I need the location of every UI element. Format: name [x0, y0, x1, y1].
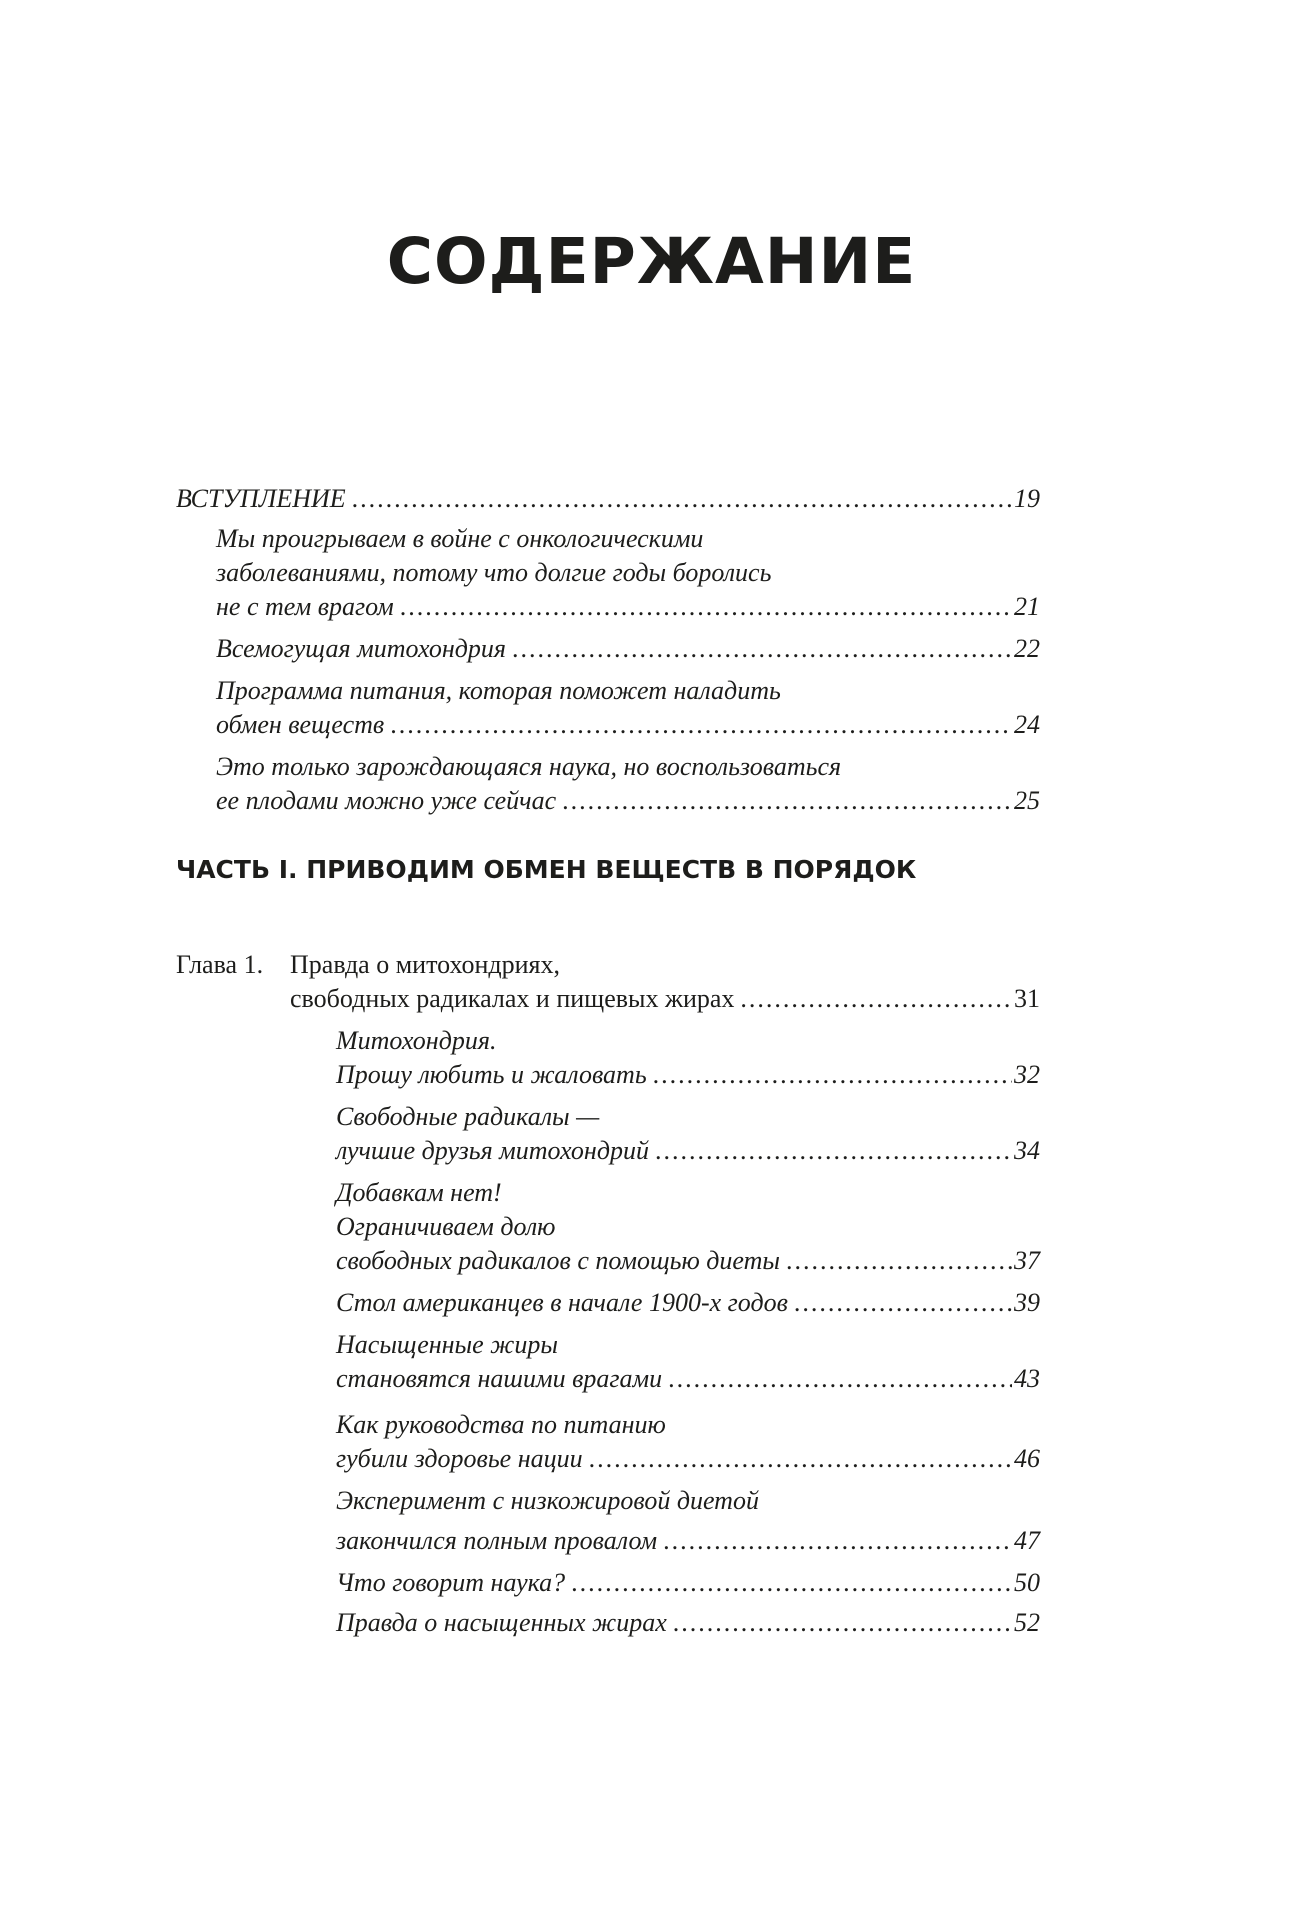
dot-leader: [653, 1062, 1012, 1088]
toc-entry-label: не с тем врагом: [216, 592, 394, 621]
dot-leader: [562, 788, 1012, 814]
dot-leader: [655, 1138, 1012, 1164]
toc-entry: [336, 1290, 1040, 1316]
toc-entry: [336, 1570, 1040, 1596]
page-number: 25: [1014, 786, 1040, 815]
toc-entry-label: Прошу любить и жаловать: [336, 1060, 647, 1089]
dot-leader: [786, 1248, 1012, 1274]
toc-entry-label: становятся нашими врагами: [336, 1364, 663, 1393]
toc-entry-label: Правда о насыщенных жирах: [336, 1608, 667, 1637]
page-number: 50: [1014, 1568, 1040, 1597]
dot-leader: [352, 486, 1012, 512]
page-number: 32: [1014, 1060, 1040, 1089]
toc-entry: [336, 1610, 1040, 1636]
toc-entry-line: Мы проигрываем в войне с онкологическими: [216, 524, 704, 553]
chapter-entry: [290, 986, 1040, 1012]
toc-entry-line: Насыщенные жиры: [336, 1330, 558, 1359]
toc-entry: [216, 712, 1040, 738]
part-heading: ЧАСТЬ I. ПРИВОДИМ ОБМЕН ВЕЩЕСТВ В ПОРЯДОК: [176, 855, 917, 884]
page-title: СОДЕРЖАНИЕ: [386, 225, 917, 298]
toc-entry: [216, 594, 1040, 620]
chapter-title-line: Правда о митохондриях,: [290, 950, 560, 979]
page-number: 19: [1014, 484, 1040, 513]
toc-entry: [216, 788, 1040, 814]
dot-leader: [571, 1570, 1012, 1596]
dot-leader: [663, 1528, 1012, 1554]
page-number: 21: [1014, 592, 1040, 621]
dot-leader: [400, 594, 1012, 620]
toc-entry-label: Что говорит наука?: [336, 1568, 566, 1597]
page-number: 34: [1014, 1136, 1040, 1165]
dot-leader: [740, 986, 1012, 1012]
page-number: 39: [1014, 1288, 1040, 1317]
toc-entry: [336, 1248, 1040, 1274]
toc-entry-line: Как руководства по питанию: [336, 1410, 666, 1439]
toc-entry-line: Эксперимент с низкожировой диетой: [336, 1486, 759, 1515]
toc-entry-label: свободных радикалов с помощью диеты: [336, 1246, 781, 1275]
toc-entry: [336, 1138, 1040, 1164]
page-number: 47: [1014, 1526, 1040, 1555]
toc-entry: [336, 1528, 1040, 1554]
toc-entry-label: ВСТУПЛЕНИЕ: [176, 484, 346, 513]
toc-entry-line: Свободные радикалы —: [336, 1102, 600, 1131]
dot-leader: [668, 1366, 1012, 1392]
toc-entry-intro: [176, 486, 1040, 512]
toc-entry: [216, 636, 1040, 662]
dot-leader: [512, 636, 1012, 662]
dot-leader: [390, 712, 1012, 738]
dot-leader: [673, 1610, 1012, 1636]
toc-entry-label: лучшие друзья митохондрий: [336, 1136, 649, 1165]
toc-entry: [336, 1366, 1040, 1392]
dot-leader: [589, 1446, 1012, 1472]
page-number: 22: [1014, 634, 1040, 663]
page-number: 37: [1014, 1246, 1040, 1275]
dot-leader: [794, 1290, 1012, 1316]
toc-entry-label: обмен веществ: [216, 710, 385, 739]
page-number: 52: [1014, 1608, 1040, 1637]
toc-entry-label: закончился полным провалом: [336, 1526, 658, 1555]
toc-entry-line: Ограничиваем долю: [336, 1212, 556, 1241]
toc-entry-line: Это только зарождающаяся наука, но воспользоваться: [216, 752, 842, 781]
chapter-label: Глава 1.: [176, 950, 264, 979]
toc-entry-label: ее плодами можно уже сейчас: [216, 786, 557, 815]
toc-entry-line: Митохондрия.: [336, 1026, 497, 1055]
toc-entry-line: Программа питания, которая поможет наладить: [216, 676, 781, 705]
toc-entry-label: Всемогущая митохондрия: [216, 634, 506, 663]
page-number: 46: [1014, 1444, 1040, 1473]
toc-entry-line: заболеваниями, потому что долгие годы боролись: [216, 558, 772, 587]
toc-entry-label: губили здоровье нации: [336, 1444, 583, 1473]
toc-entry-line: Добавкам нет!: [336, 1178, 502, 1207]
toc-entry-label: свободных радикалах и пищевых жирах: [290, 984, 735, 1013]
toc-entry: [336, 1062, 1040, 1088]
toc-entry: [336, 1446, 1040, 1472]
toc-entry-label: Стол американцев в начале 1900-х годов: [336, 1288, 788, 1317]
page-number: 24: [1014, 710, 1040, 739]
page-number: 31: [1014, 984, 1040, 1013]
page-number: 43: [1014, 1364, 1040, 1393]
